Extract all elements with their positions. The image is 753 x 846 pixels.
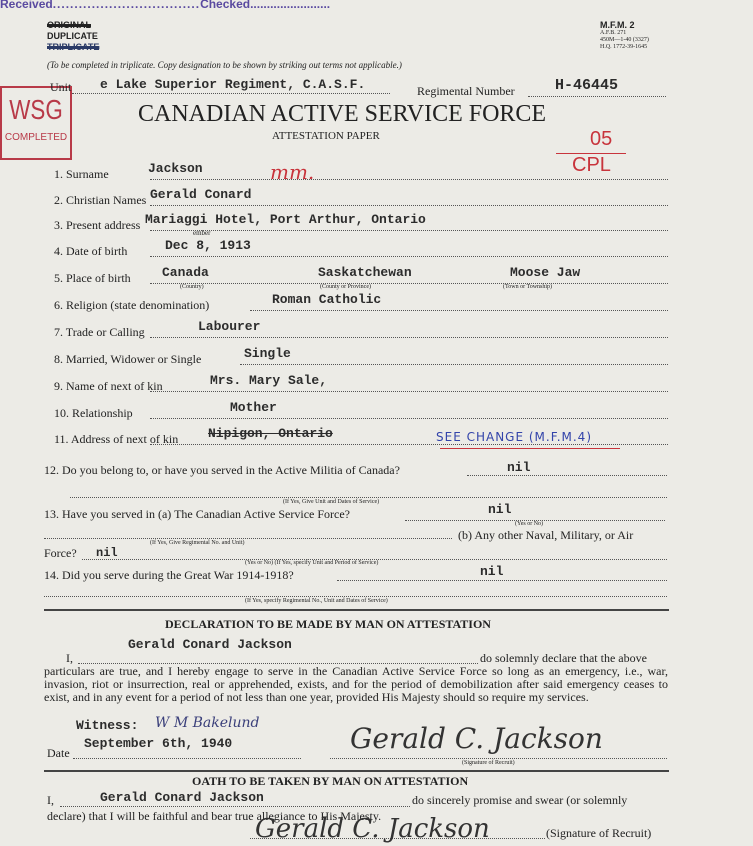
declaration-body: particulars are true, and I hereby engage to serve in the Canadian Active Service Force so long as an emergency, i.e., war, invasion, riot or insurrection, real or apprehended, exists, and for the period of demobilization after said emergency ceases to exist, and in any event for a period of not less than one year, provided His Majesty should so require my services.: [44, 664, 668, 704]
witness-signature: W M Bakelund: [155, 715, 260, 731]
declaration-name: Gerald Conard Jackson: [128, 637, 292, 652]
declaration-title: DECLARATION TO BE MADE BY MAN ON ATTESTATION: [165, 617, 491, 631]
field-value: Gerald Conard: [150, 187, 252, 202]
form-code: M.F.M. 2: [600, 20, 635, 30]
q14-caption: (If Yes, specify Regimental No., Unit and Dates of Service): [245, 598, 388, 604]
field-label: 3. Present address: [54, 218, 141, 232]
field-value: Jackson: [148, 161, 203, 176]
declaration-tail: do solemnly declare that the above: [480, 651, 647, 665]
field-note: ember: [193, 229, 211, 237]
unit-label: Unit: [50, 80, 72, 94]
field-value: Mrs. Mary Sale,: [210, 373, 328, 388]
field-value: Mariaggi Hotel, Port Arthur, Ontario: [145, 212, 426, 227]
declaration-i: I,: [66, 651, 73, 665]
q13-label: 13. Have you served in (a) The Canadian Active Service Force?: [44, 507, 350, 521]
stamp-completed: COMPLETED: [4, 132, 68, 143]
q13b-force-label: Force?: [44, 546, 77, 560]
date-label: Date: [47, 746, 70, 760]
caption-country: (Country): [180, 284, 204, 290]
q13b-caption-2: (Yes or No) (If Yes, specify Unit and Period of Service): [245, 560, 379, 566]
copy-duplicate: DUPLICATE: [47, 31, 98, 41]
oath-title: OATH TO BE TAKEN BY MAN ON ATTESTATION: [192, 774, 469, 788]
field-value-town: Moose Jaw: [510, 265, 581, 280]
mm-annotation: mm.: [270, 160, 315, 184]
witness-label: Witness:: [76, 718, 139, 733]
field-label: 10. Relationship: [54, 406, 133, 420]
see-change-annotation: SEE CHANGE (M.F.M.4): [436, 430, 593, 444]
wsg-completed-stamp: [0, 86, 72, 160]
caption-town: (Town or Township): [503, 284, 553, 290]
declaration-date: September 6th, 1940: [84, 736, 233, 751]
field-label: 5. Place of birth: [54, 271, 131, 285]
form-ref-line: H.Q. 1772-39-1645: [600, 44, 648, 50]
oath-body: declare) that I will be faithful and bear true allegiance to His Majesty.: [47, 809, 382, 823]
q13b-label: (b) Any other Naval, Military, or Air: [458, 528, 634, 542]
field-label: 8. Married, Widower or Single: [54, 352, 202, 366]
q13-value: nil: [488, 502, 512, 517]
field-label: 7. Trade or Calling: [54, 325, 145, 339]
q12-value: nil: [507, 460, 531, 475]
field-value: Labourer: [198, 319, 261, 334]
field-value: Single: [244, 346, 291, 361]
q13-caption: (Yes or No): [515, 521, 544, 527]
field-value: Nipigon, Ontario: [208, 426, 333, 441]
field-label: 4. Date of birth: [54, 244, 128, 258]
field-value: Dec 8, 1913: [165, 238, 251, 253]
oath-signature: Gerald C. Jackson: [255, 814, 490, 844]
q12-caption: (If Yes, Give Unit and Dates of Service): [283, 499, 380, 505]
q13b-value: nil: [96, 546, 118, 560]
received-stamp: Received..................................Checked........................: [0, 0, 330, 11]
form-title: CANADIAN ACTIVE SERVICE FORCE: [138, 101, 547, 127]
rank-annotation-top: 05: [590, 128, 613, 150]
oath-signature-label: (Signature of Recruit): [546, 826, 652, 840]
field-value: Canada: [162, 265, 209, 280]
form-ref-line: 450M—1-40 (3327): [600, 37, 649, 43]
unit-value: e Lake Superior Regiment, C.A.S.F.: [100, 77, 366, 92]
field-value: Mother: [230, 400, 277, 415]
form-reference: [600, 20, 649, 51]
regimental-number-label: Regimental Number: [417, 84, 515, 98]
oath-name: Gerald Conard Jackson: [100, 790, 264, 805]
q14-label: 14. Did you serve during the Great War 1914-1918?: [44, 568, 294, 582]
field-label: 9. Name of next of kin: [54, 379, 163, 393]
field-label: 6. Religion (state denomination): [54, 298, 210, 312]
oath-i: I,: [47, 793, 54, 807]
field-value-province: Saskatchewan: [318, 265, 412, 280]
copy-note: (To be completed in triplicate. Copy designation to be shown by striking out terms not applicable.): [47, 60, 402, 70]
stamp-wsg: WSG: [9, 94, 63, 125]
field-label: 1. Surname: [54, 167, 109, 181]
q13b-caption: (If Yes, Give Regimental No. and Unit): [150, 540, 245, 546]
oath-tail: do sincerely promise and swear (or solemnly: [412, 793, 628, 807]
signature-caption: (Signature of Recruit): [462, 760, 515, 766]
form-subtitle: ATTESTATION PAPER: [272, 130, 380, 142]
q14-value: nil: [480, 564, 504, 579]
q12-label: 12. Do you belong to, or have you served in the Active Militia of Canada?: [44, 463, 400, 477]
caption-province: (County or Province): [320, 284, 371, 290]
regimental-number-value: H-46445: [555, 77, 619, 94]
declaration-signature: Gerald C. Jackson: [350, 722, 603, 755]
field-value: Roman Catholic: [272, 292, 382, 307]
field-label: 11. Address of next of kin: [54, 432, 179, 446]
copy-original: ORIGINAL: [47, 20, 91, 30]
checked-label: Checked: [200, 0, 251, 11]
form-ref-line: A.F.B. 271: [600, 30, 627, 36]
copy-triplicate: TRIPLICATE: [47, 42, 100, 52]
field-label: 2. Christian Names: [54, 193, 147, 207]
received-label: Received: [0, 0, 53, 11]
rank-annotation-bottom: CPL: [572, 154, 611, 176]
